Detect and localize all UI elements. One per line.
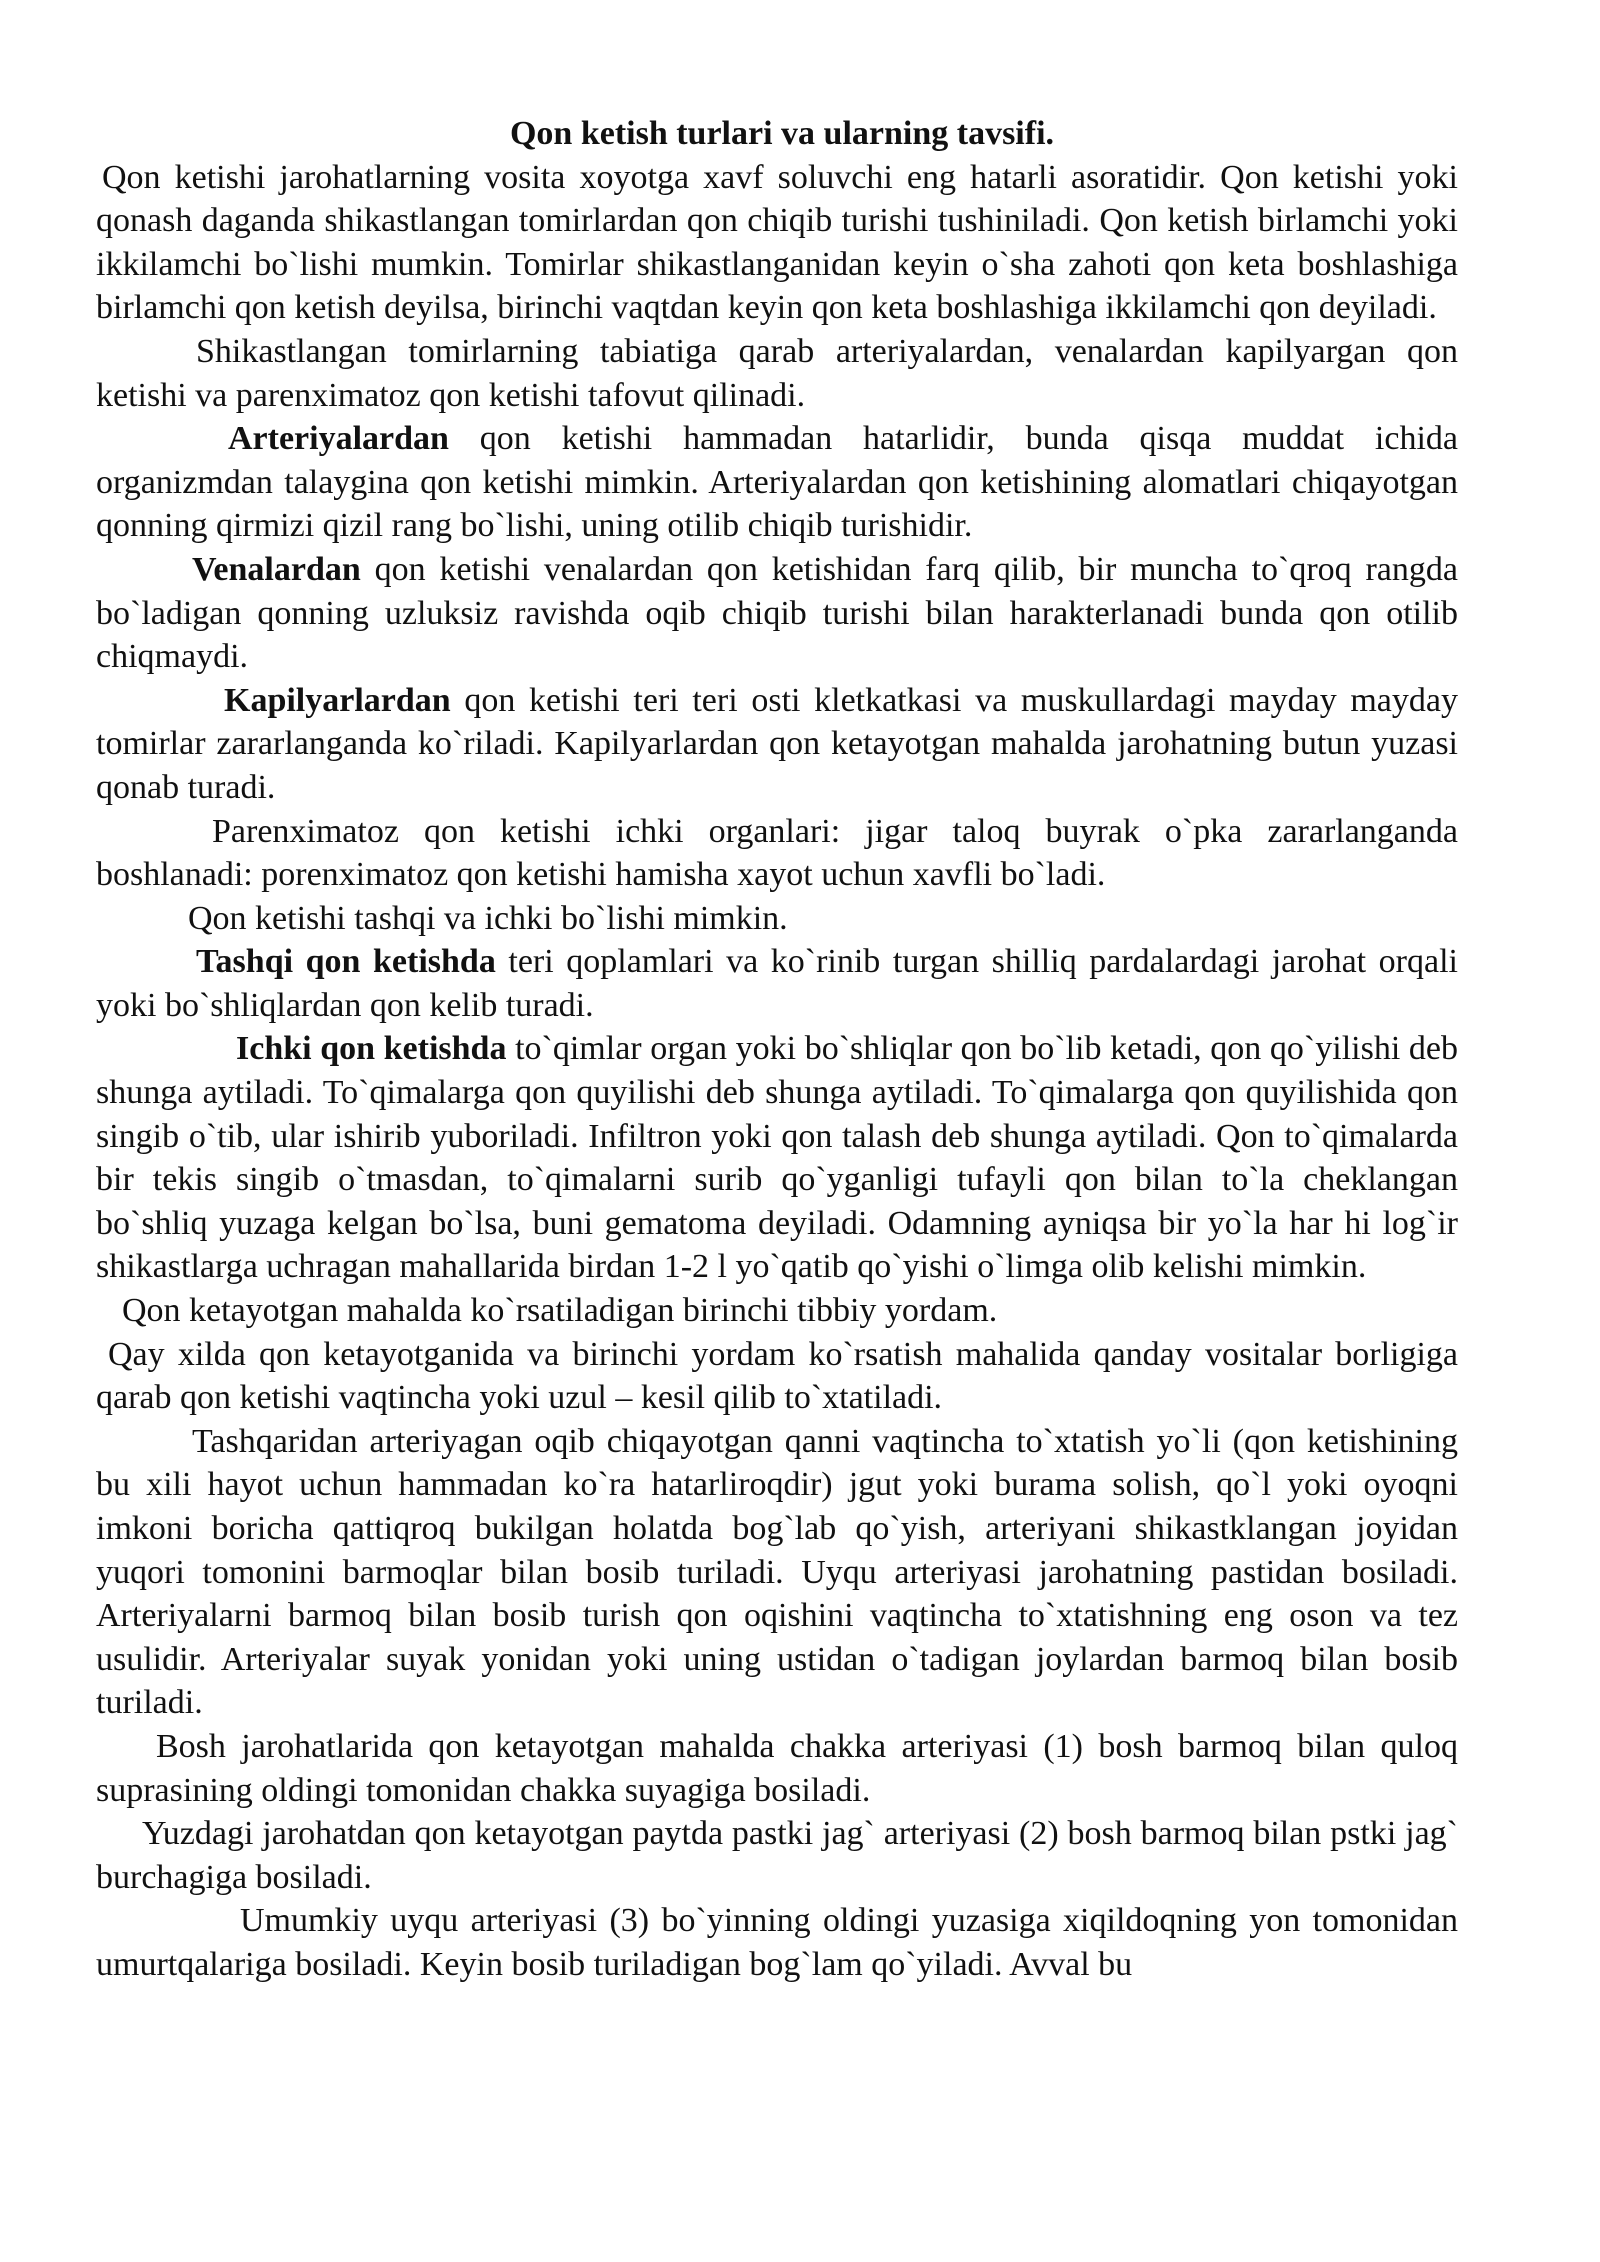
- paragraph-venous-text: qon ketishi venalardan qon ketishidan farq qilib, bir muncha to`qroq rangda bo`ladigan qonning uzluksiz ravishda oqib chiqib turishi bilan harakterlanadi bunda qon otilib chiqmaydi.: [96, 550, 1458, 676]
- paragraph-first-aid-heading: Qon ketayotgan mahalda ko`rsatiladigan birinchi tibbiy yordam.: [122, 1292, 998, 1330]
- document-page: [96, 112, 1458, 1987]
- paragraph-capillary-text: qon ketishi teri teri osti kletkatkasi va muskullardagi mayday mayday tomirlar zararlanganda ko`riladi. Kapilyarlardan qon ketayotgan mahalda jarohatning butun yuzasi qonab turadi.: [96, 681, 1458, 806]
- paragraph-temporary-stop: Tashqaridan arteriyagan oqib chiqayotgan qanni vaqtincha to`xtatish yo`li (qon ketishining bu xili hayot uchun hammadan ko`ra hatarliroqdir) jgut yoki burama solish, qo`l yoki oyoqni imkoni boricha qattiqroq bukilgan holatda bog`lab qo`yish, arteriyani shikastklangan joyidan yuqori tomonini barmoqlar bilan bosib turiladi. Uyqu arteriyasi jarohatning pastidan bosiladi. Arteriyalarni barmoq bilan bosib turish qon oqishini vaqtincha to`xtatishning eng oson va tez usulidir. Arteriyalar suyak yonidan yoki uning ustidan o`tadigan joylardan barmoq bilan bosib turiladi.: [96, 1422, 1458, 1722]
- term-venous: Venalardan: [192, 550, 361, 588]
- paragraph-arterial: [96, 417, 1458, 548]
- paragraph-internal: [96, 1027, 1458, 1289]
- paragraph-internal-text: to`qimlar organ yoki bo`shliqlar qon bo`lib ketadi, qon qo`yilishi deb shunga aytiladi. To`qimalarga qon quyilishi deb shunga aytiladi. To`qimalarga qon quyilishida qon singib o`tib, ular ishirib yuboriladi. Infiltron yoki qon talash deb shunga aytiladi. Qon to`qimalarda bir tekis singib o`tmasdan, to`qimalarni surib qo`yganligi tufayli qon bilan to`la cheklangan bo`shliq yuzaga kelgan bo`lsa, buni gematoma deyiladi. Odamning ayniqsa bir yo`la har hi log`ir shikastlarga uchragan mahallarida birdan 1-2 l yo`qatib qo`yishi o`limga olib kelishi mimkin.: [96, 1030, 1458, 1286]
- paragraph-head-wounds: Bosh jarohatlarida qon ketayotgan mahalda chakka arteriyasi (1) bosh barmoq bilan quloq suprasining oldingi tomonidan chakka suyagiga bosiladi.: [96, 1727, 1458, 1809]
- paragraph-external: [96, 940, 1458, 1027]
- paragraph-arterial-text: qon ketishi hammadan hatarlidir, bunda qisqa muddat ichida organizmdan talaygina qon ketishi mimkin. Arteriyalardan qon ketishining alomatlari chiqayotgan qonning qirmizi qizil rang bo`lishi, uning otilib chiqib turishidir.: [96, 420, 1458, 545]
- paragraph-first-aid-intro: Qay xilda qon ketayotganida va birinchi yordam ko`rsatish mahalida qanday vositalar borligiga qarab qon ketishi vaqtincha yoki uzul – kesil qilib to`xtatiladi.: [96, 1335, 1458, 1417]
- paragraph-external-internal: Qon ketishi tashqi va ichki bo`lishi mimkin.: [188, 899, 788, 937]
- term-arterial: Arteriyalardan: [228, 420, 449, 458]
- paragraph-external-text: teri qoplamlari va ko`rinib turgan shilliq pardalardagi jarohat orqali yoki bo`shliqlardan qon kelib turadi.: [96, 943, 1458, 1024]
- paragraph-parenchymal: Parenximatoz qon ketishi ichki organlari: jigar taloq buyrak o`pka zararlanganda boshlanadi: porenximatoz qon ketishi hamisha xayot uchun xavfli bo`ladi.: [96, 812, 1458, 894]
- paragraph-classification: Shikastlangan tomirlarning tabiatiga qarab arteriyalardan, venalardan kapilyargan qon ketishi va parenximatoz qon ketishi tafovut qilinadi.: [96, 332, 1458, 414]
- term-capillary: Kapilyarlardan: [224, 681, 451, 719]
- paragraph-capillary: [96, 679, 1458, 810]
- paragraph-carotid: Umumkiy uyqu arteriyasi (3) bo`yinning oldingi yuzasiga xiqildoqning yon tomonidan umurtqalariga bosiladi. Keyin bosib turiladigan bog`lam qo`yiladi. Avval bu: [96, 1902, 1458, 1983]
- paragraph-intro: Qon ketishi jarohatlarning vosita xoyotga xavf soluvchi eng hatarli asoratidir. Qon ketishi yoki qonash daganda shikastlangan tomirlardan qon chiqib turishi tushiniladi. Qon ketish birlamchi yoki ikkilamchi bo`lishi mumkin. Tomirlar shikastlanganidan keyin o`sha zahoti qon keta boshlashiga birlamchi qon ketish deyilsa, birinchi vaqtdan keyin qon keta boshlashiga ikkilamchi qon deyiladi.: [96, 158, 1458, 327]
- term-internal: Ichki qon ketishda: [236, 1030, 507, 1068]
- paragraph-face-wounds: Yuzdagi jarohatdan qon ketayotgan paytda pastki jag` arteriyasi (2) bosh barmoq bilan pstki jag` burchagiga bosiladi.: [96, 1815, 1458, 1896]
- paragraph-venous: [96, 548, 1458, 679]
- term-external: Tashqi qon ketishda: [196, 943, 496, 981]
- document-title: Qon ketish turlari va ularning tavsifi.: [509, 115, 1055, 152]
